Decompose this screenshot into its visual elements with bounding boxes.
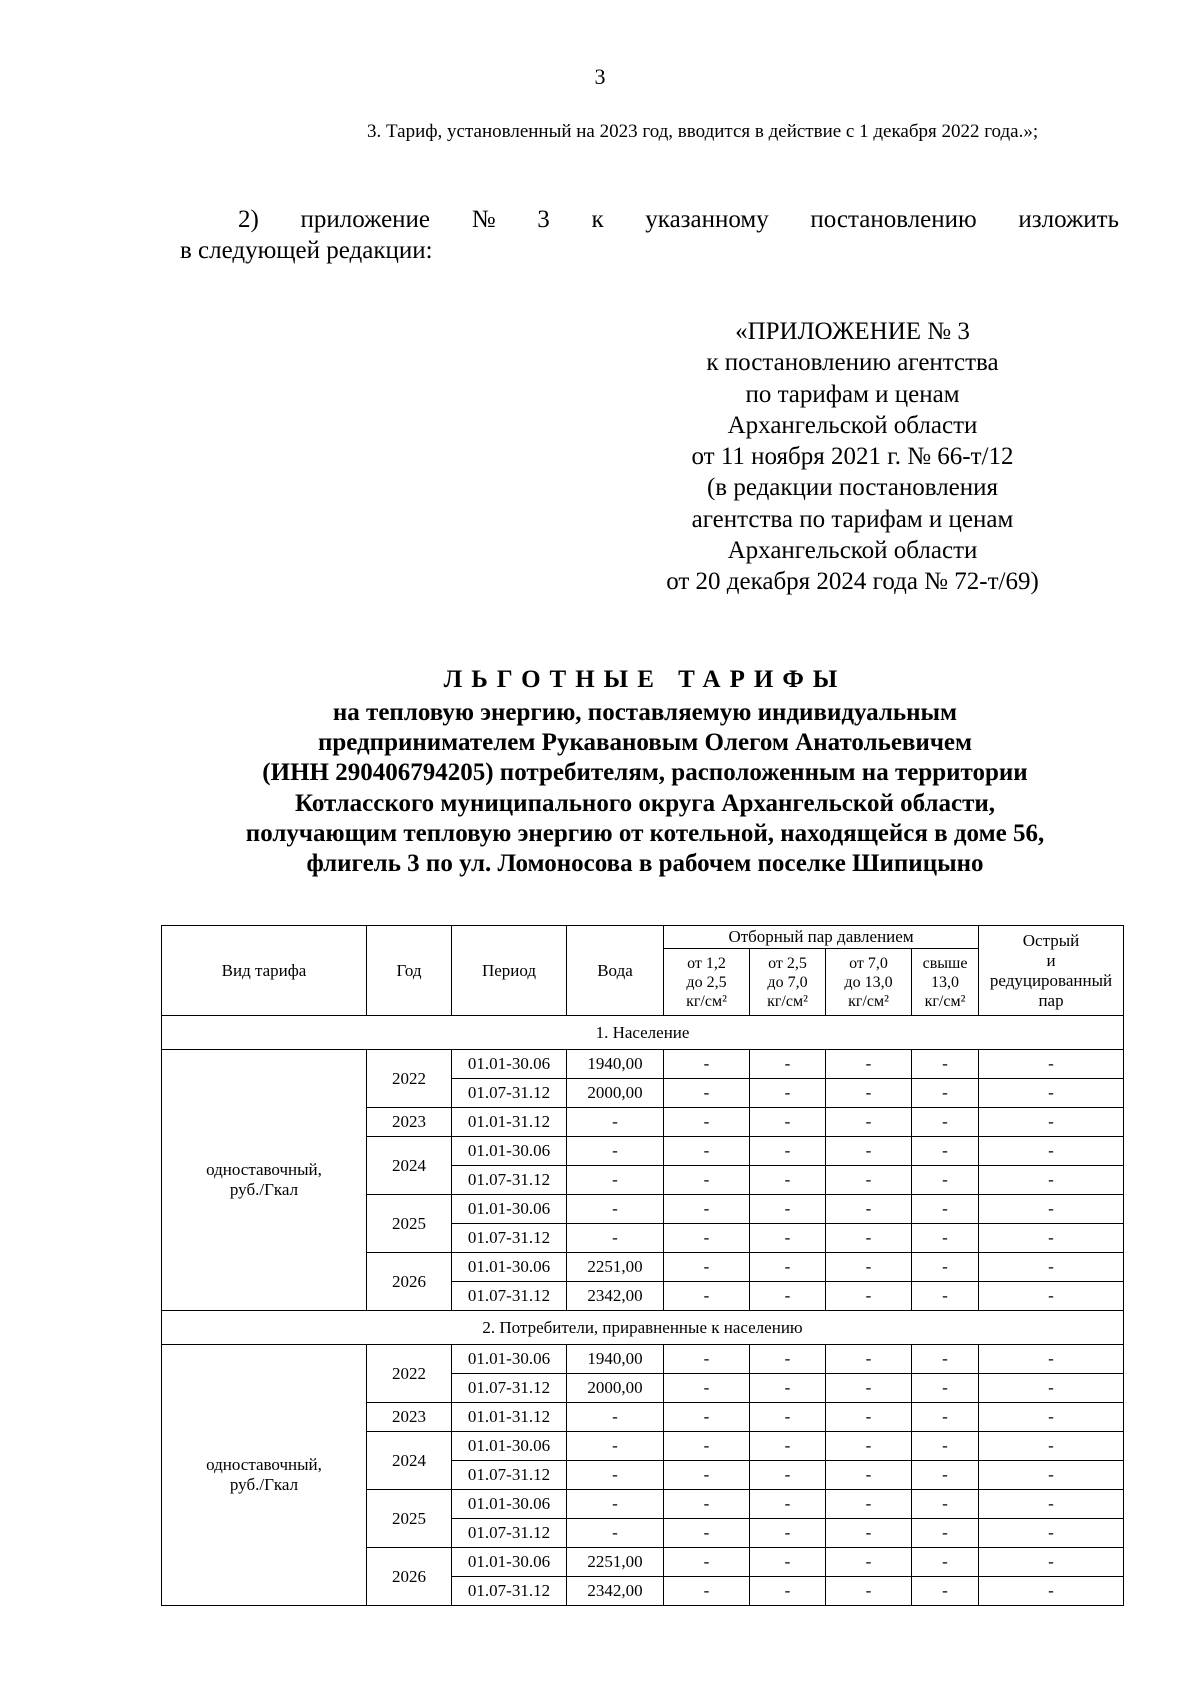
steam-4-cell: - xyxy=(912,1166,979,1195)
period-cell: 01.01-31.12 xyxy=(452,1403,567,1432)
sharp-steam-cell: - xyxy=(979,1108,1124,1137)
steam-4-cell: - xyxy=(912,1108,979,1137)
header-line: от 2,5 xyxy=(768,954,807,972)
steam-4-cell: - xyxy=(912,1282,979,1311)
header-steam-4 xyxy=(912,949,979,1016)
subtitle xyxy=(160,698,1130,879)
header-line: редуцированный xyxy=(989,970,1113,990)
water-cell: 2342,00 xyxy=(567,1282,664,1311)
steam-2-cell: - xyxy=(750,1137,826,1166)
steam-2-cell: - xyxy=(750,1432,826,1461)
year-cell: 2025 xyxy=(367,1490,452,1548)
water-cell: - xyxy=(567,1195,664,1224)
section-title: 2. Потребители, приравненные к населению xyxy=(162,1311,1124,1345)
water-cell: 2000,00 xyxy=(567,1079,664,1108)
header-sharp-steam xyxy=(979,926,1124,1016)
page-number: 3 xyxy=(594,64,606,89)
document-title-block xyxy=(160,662,1130,879)
header-steam-2 xyxy=(750,949,826,1016)
steam-2-cell: - xyxy=(750,1345,826,1374)
sharp-steam-cell: - xyxy=(979,1577,1124,1606)
item-2-word: указанному xyxy=(645,206,769,233)
header-line: и xyxy=(1046,950,1056,970)
header-line: свыше xyxy=(922,954,968,972)
year-cell: 2025 xyxy=(367,1195,452,1253)
sharp-steam-cell: - xyxy=(979,1166,1124,1195)
period-cell: 01.01-30.06 xyxy=(452,1137,567,1166)
steam-4-cell: - xyxy=(912,1548,979,1577)
section-row xyxy=(162,1311,1124,1345)
steam-2-cell: - xyxy=(750,1079,826,1108)
steam-3-cell: - xyxy=(826,1490,912,1519)
steam-4-cell: - xyxy=(912,1079,979,1108)
sharp-steam-cell: - xyxy=(979,1548,1124,1577)
year-cell: 2022 xyxy=(367,1050,452,1108)
table-row xyxy=(162,1345,1124,1374)
steam-1-cell: - xyxy=(664,1577,750,1606)
steam-1-cell: - xyxy=(664,1461,750,1490)
table-row xyxy=(162,1050,1124,1079)
period-cell: 01.01-30.06 xyxy=(452,1490,567,1519)
steam-4-cell: - xyxy=(912,1432,979,1461)
section-title: 1. Население xyxy=(162,1016,1124,1050)
period-cell: 01.07-31.12 xyxy=(452,1079,567,1108)
appendix-line: от 20 декабря 2024 года № 72-т/69) xyxy=(666,568,1039,596)
clause-3-text: 3. Тариф, установленный на 2023 год, вводится в действие с 1 декабря 2022 года.»; xyxy=(367,121,1039,142)
steam-3-cell: - xyxy=(826,1050,912,1079)
appendix-line: агентства по тарифам и ценам xyxy=(691,505,1014,533)
year-cell: 2023 xyxy=(367,1403,452,1432)
sharp-steam-cell: - xyxy=(979,1195,1124,1224)
sharp-steam-cell: - xyxy=(979,1253,1124,1282)
header-line: пар xyxy=(1038,990,1064,1010)
steam-1-cell: - xyxy=(664,1079,750,1108)
header-line: до 7,0 xyxy=(767,973,808,991)
steam-3-cell: - xyxy=(826,1253,912,1282)
water-cell: 2251,00 xyxy=(567,1548,664,1577)
water-cell: - xyxy=(567,1490,664,1519)
header-period: Период xyxy=(452,926,567,1016)
header-line: кг/см² xyxy=(924,992,966,1010)
steam-4-cell: - xyxy=(912,1137,979,1166)
header-water: Вода xyxy=(567,926,664,1016)
steam-3-cell: - xyxy=(826,1548,912,1577)
period-cell: 01.07-31.12 xyxy=(452,1224,567,1253)
period-cell: 01.07-31.12 xyxy=(452,1519,567,1548)
header-steam-3 xyxy=(826,949,912,1016)
appendix-line: от 11 ноября 2021 г. № 66-т/12 xyxy=(691,443,1014,471)
header-line: кг/см² xyxy=(767,992,808,1010)
steam-4-cell: - xyxy=(912,1519,979,1548)
sharp-steam-cell: - xyxy=(979,1282,1124,1311)
steam-4-cell: - xyxy=(912,1224,979,1253)
subtitle-line: Котласского муниципального округа Архангельской области, xyxy=(294,789,996,817)
steam-1-cell: - xyxy=(664,1195,750,1224)
steam-2-cell: - xyxy=(750,1224,826,1253)
steam-4-cell: - xyxy=(912,1490,979,1519)
steam-4-cell: - xyxy=(912,1461,979,1490)
water-cell: 1940,00 xyxy=(567,1345,664,1374)
period-cell: 01.07-31.12 xyxy=(452,1461,567,1490)
year-cell: 2026 xyxy=(367,1548,452,1606)
item-2-word: изложить xyxy=(1018,206,1119,233)
water-cell: 1940,00 xyxy=(567,1050,664,1079)
appendix-line: Архангельской области xyxy=(727,411,978,439)
sharp-steam-cell: - xyxy=(979,1345,1124,1374)
sharp-steam-cell: - xyxy=(979,1079,1124,1108)
steam-4-cell: - xyxy=(912,1050,979,1079)
steam-1-cell: - xyxy=(664,1166,750,1195)
water-cell: - xyxy=(567,1108,664,1137)
item-2-number: 2) xyxy=(238,206,259,233)
subtitle-line: флигель 3 по ул. Ломоносова в рабочем поселке Шипицыно xyxy=(306,850,984,878)
water-cell: 2342,00 xyxy=(567,1577,664,1606)
period-cell: 01.01-31.12 xyxy=(452,1108,567,1137)
steam-1-cell: - xyxy=(664,1224,750,1253)
tariff-type-line: одноставочный, xyxy=(206,1455,322,1474)
steam-2-cell: - xyxy=(750,1548,826,1577)
water-cell: - xyxy=(567,1137,664,1166)
period-cell: 01.01-30.06 xyxy=(452,1050,567,1079)
water-cell: - xyxy=(567,1432,664,1461)
steam-3-cell: - xyxy=(826,1403,912,1432)
water-cell: 2251,00 xyxy=(567,1253,664,1282)
header-line: кг/см² xyxy=(848,992,889,1010)
steam-1-cell: - xyxy=(664,1403,750,1432)
steam-3-cell: - xyxy=(826,1519,912,1548)
appendix-line: (в редакции постановления xyxy=(706,474,999,502)
steam-1-cell: - xyxy=(664,1519,750,1548)
water-cell: - xyxy=(567,1224,664,1253)
subtitle-line: (ИНН 290406794205) потребителям, расположенным на территории xyxy=(262,759,1028,787)
steam-2-cell: - xyxy=(750,1490,826,1519)
sharp-steam-cell: - xyxy=(979,1403,1124,1432)
steam-2-cell: - xyxy=(750,1403,826,1432)
sharp-steam-cell: - xyxy=(979,1224,1124,1253)
steam-4-cell: - xyxy=(912,1195,979,1224)
appendix-line: Архангельской области xyxy=(727,537,978,565)
item-2-word: приложение xyxy=(300,206,431,233)
steam-3-cell: - xyxy=(826,1374,912,1403)
steam-1-cell: - xyxy=(664,1253,750,1282)
water-cell: 2000,00 xyxy=(567,1374,664,1403)
header-line: кг/см² xyxy=(686,992,727,1010)
tariff-table xyxy=(161,925,1124,1606)
tariff-type-line: руб./Гкал xyxy=(229,1180,299,1199)
steam-1-cell: - xyxy=(664,1050,750,1079)
sharp-steam-cell: - xyxy=(979,1374,1124,1403)
steam-4-cell: - xyxy=(912,1345,979,1374)
period-cell: 01.07-31.12 xyxy=(452,1282,567,1311)
appendix-line: «ПРИЛОЖЕНИЕ № 3 xyxy=(735,318,970,345)
header-line: от 1,2 xyxy=(687,954,726,972)
tariff-type-cell xyxy=(162,1050,367,1311)
steam-3-cell: - xyxy=(826,1108,912,1137)
year-cell: 2026 xyxy=(367,1253,452,1311)
steam-3-cell: - xyxy=(826,1432,912,1461)
steam-3-cell: - xyxy=(826,1079,912,1108)
steam-3-cell: - xyxy=(826,1166,912,1195)
steam-3-cell: - xyxy=(826,1282,912,1311)
water-cell: - xyxy=(567,1166,664,1195)
period-cell: 01.01-30.06 xyxy=(452,1345,567,1374)
header-line: 13,0 xyxy=(931,973,959,991)
steam-3-cell: - xyxy=(826,1345,912,1374)
steam-3-cell: - xyxy=(826,1224,912,1253)
steam-1-cell: - xyxy=(664,1282,750,1311)
sharp-steam-cell: - xyxy=(979,1519,1124,1548)
header-steam-1 xyxy=(664,949,750,1016)
header-year: Год xyxy=(367,926,452,1016)
header-line: до 13,0 xyxy=(844,973,893,991)
sharp-steam-cell: - xyxy=(979,1137,1124,1166)
period-cell: 01.07-31.12 xyxy=(452,1577,567,1606)
item-2-word: 3 xyxy=(537,206,550,233)
steam-2-cell: - xyxy=(750,1519,826,1548)
main-title: ЛЬГОТНЫЕ ТАРИФЫ xyxy=(443,666,847,693)
appendix-line: к постановлению агентства xyxy=(706,349,999,377)
item-2-word: № xyxy=(471,206,496,233)
steam-1-cell: - xyxy=(664,1345,750,1374)
steam-1-cell: - xyxy=(664,1432,750,1461)
steam-4-cell: - xyxy=(912,1577,979,1606)
header-line: до 2,5 xyxy=(686,973,727,991)
year-cell: 2024 xyxy=(367,1432,452,1490)
steam-2-cell: - xyxy=(750,1253,826,1282)
sharp-steam-cell: - xyxy=(979,1432,1124,1461)
year-cell: 2023 xyxy=(367,1108,452,1137)
header-steam-group: Отборный пар давлением xyxy=(664,926,979,949)
item-2-word: к xyxy=(591,206,604,233)
steam-3-cell: - xyxy=(826,1195,912,1224)
subtitle-line: получающим тепловую энергию от котельной, находящейся в доме 56, xyxy=(245,819,1045,847)
steam-1-cell: - xyxy=(664,1490,750,1519)
water-cell: - xyxy=(567,1519,664,1548)
steam-4-cell: - xyxy=(912,1403,979,1432)
period-cell: 01.07-31.12 xyxy=(452,1166,567,1195)
steam-3-cell: - xyxy=(826,1577,912,1606)
subtitle-line: на тепловую энергию, поставляемую индивидуальным xyxy=(332,699,958,726)
item-2-line-2: в следующей редакции: xyxy=(180,237,433,264)
steam-4-cell: - xyxy=(912,1253,979,1282)
appendix-header xyxy=(610,316,1095,598)
steam-3-cell: - xyxy=(826,1137,912,1166)
tariff-type-cell xyxy=(162,1345,367,1606)
steam-2-cell: - xyxy=(750,1166,826,1195)
steam-2-cell: - xyxy=(750,1050,826,1079)
steam-2-cell: - xyxy=(750,1108,826,1137)
appendix-line: по тарифам и ценам xyxy=(745,380,960,408)
steam-1-cell: - xyxy=(664,1108,750,1137)
period-cell: 01.01-30.06 xyxy=(452,1253,567,1282)
sharp-steam-cell: - xyxy=(979,1461,1124,1490)
steam-2-cell: - xyxy=(750,1461,826,1490)
sharp-steam-cell: - xyxy=(979,1490,1124,1519)
sharp-steam-cell: - xyxy=(979,1050,1124,1079)
period-cell: 01.01-30.06 xyxy=(452,1432,567,1461)
item-2-paragraph xyxy=(180,204,1119,266)
tariff-type-line: руб./Гкал xyxy=(229,1475,299,1494)
water-cell: - xyxy=(567,1403,664,1432)
steam-1-cell: - xyxy=(664,1548,750,1577)
header-tariff-type: Вид тарифа xyxy=(162,926,367,1016)
steam-1-cell: - xyxy=(664,1137,750,1166)
steam-1-cell: - xyxy=(664,1374,750,1403)
period-cell: 01.07-31.12 xyxy=(452,1374,567,1403)
year-cell: 2024 xyxy=(367,1137,452,1195)
subtitle-line: предпринимателем Рукавановым Олегом Анатольевичем xyxy=(317,729,973,757)
item-2-line-1 xyxy=(180,204,1119,235)
period-cell: 01.01-30.06 xyxy=(452,1548,567,1577)
item-2-word: постановлению xyxy=(810,206,977,233)
steam-3-cell: - xyxy=(826,1461,912,1490)
steam-4-cell: - xyxy=(912,1374,979,1403)
period-cell: 01.01-30.06 xyxy=(452,1195,567,1224)
year-cell: 2022 xyxy=(367,1345,452,1403)
water-cell: - xyxy=(567,1461,664,1490)
section-row xyxy=(162,1016,1124,1050)
tariff-body xyxy=(162,1016,1124,1606)
steam-2-cell: - xyxy=(750,1282,826,1311)
header-line: Острый xyxy=(1022,930,1080,950)
steam-2-cell: - xyxy=(750,1577,826,1606)
steam-2-cell: - xyxy=(750,1374,826,1403)
steam-2-cell: - xyxy=(750,1195,826,1224)
header-line: от 7,0 xyxy=(849,954,888,972)
tariff-type-line: одноставочный, xyxy=(206,1160,322,1179)
